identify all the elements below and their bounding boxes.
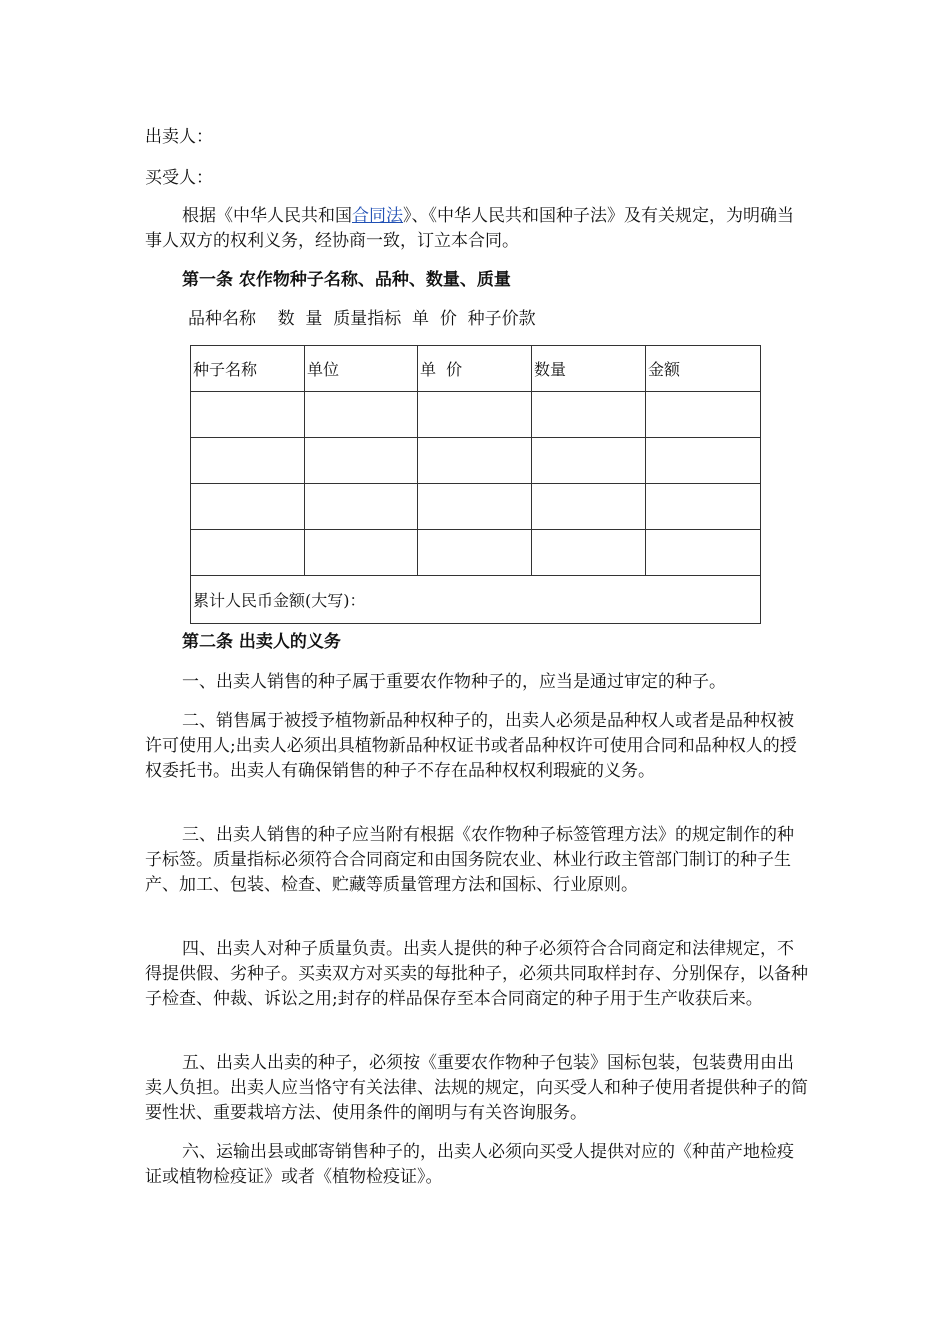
- table-cell[interactable]: [532, 438, 646, 484]
- table-cell[interactable]: [646, 484, 761, 530]
- article2-paragraph-6: [145, 1140, 810, 1190]
- table-cell[interactable]: [191, 484, 305, 530]
- buyer-label: 买受人：: [145, 168, 213, 188]
- intro-paragraph: [145, 204, 810, 254]
- intro-suffix: 》、《中华人民共和国种子法》及有关规定，为明确当事人双方的权利义务，经协商一致，订立本合同。: [145, 206, 794, 251]
- article2-paragraph-3: [145, 823, 810, 898]
- article2-paragraph-5: [145, 1051, 810, 1126]
- header-cell-unit-price: 单 价: [418, 346, 532, 392]
- header-cell-amount: 金额: [646, 346, 761, 392]
- table-cell[interactable]: [191, 438, 305, 484]
- paragraph-text: 四、出卖人对种子质量负责。出卖人提供的种子必须符合合同商定和法律规定，不得提供假、劣种子。买卖双方对买卖的每批种子，必须共同取样封存、分别保存，以备种子检查、仲裁、诉讼之用;封存的样品保存至本合同商定的种子用于生产收获后来。: [145, 939, 808, 1009]
- seed-table: [190, 345, 761, 624]
- table-cell[interactable]: [646, 438, 761, 484]
- table-cell[interactable]: [532, 530, 646, 576]
- table-header-row: [191, 346, 761, 392]
- table-row: [191, 530, 761, 576]
- table-cell[interactable]: [191, 392, 305, 438]
- intro-prefix: 根据《中华人民共和国: [182, 206, 352, 226]
- article2-title: 第二条 出卖人的义务: [182, 632, 341, 652]
- paragraph-text: 一、出卖人销售的种子属于重要农作物种子的，应当是通过审定的种子。: [182, 672, 726, 692]
- table-cell[interactable]: [646, 530, 761, 576]
- table-cell[interactable]: [418, 530, 532, 576]
- paragraph-text: 三、出卖人销售的种子应当附有根据《农作物种子标签管理方法》的规定制作的种子标签。质量指标必须符合合同商定和由国务院农业、林业行政主管部门制订的种子生产、加工、包装、检查、贮藏等质量管理方法和国标、行业原则。: [145, 825, 794, 895]
- header-cell-unit: 单位: [305, 346, 418, 392]
- total-amount-cell: 累计人民币金额(大写)：: [191, 576, 761, 624]
- paragraph-text: 二、销售属于被授予植物新品种权种子的，出卖人必须是品种权人或者是品种权被许可使用人;出卖人必须出具植物新品种权证书或者品种权许可使用合同和品种权人的授权委托书。出卖人有确保销售的种子不存在品种权权利瑕疵的义务。: [145, 711, 797, 781]
- header-cell-quantity: 数量: [532, 346, 646, 392]
- table-cell[interactable]: [305, 484, 418, 530]
- table-row: [191, 438, 761, 484]
- table-cell[interactable]: [418, 484, 532, 530]
- table-row: [191, 484, 761, 530]
- contract-law-link[interactable]: 合同法: [352, 206, 403, 226]
- table-cell[interactable]: [418, 438, 532, 484]
- table-cell[interactable]: [305, 530, 418, 576]
- table-total-row: [191, 576, 761, 624]
- article2-paragraph-2: [145, 709, 810, 784]
- paragraph-text: 六、运输出县或邮寄销售种子的，出卖人必须向买受人提供对应的《种苗产地检疫证或植物检疫证》或者《植物检疫证》。: [145, 1142, 794, 1187]
- table-cell[interactable]: [191, 530, 305, 576]
- table-cell[interactable]: [305, 392, 418, 438]
- table-cell[interactable]: [418, 392, 532, 438]
- article1-subtitle: 品种名称 数 量 质量指标 单 价 种子价款: [188, 309, 536, 329]
- paragraph-text: 五、出卖人出卖的种子，必须按《重要农作物种子包装》国标包装，包装费用由出卖人负担。出卖人应当恪守有关法律、法规的规定，向买受人和种子使用者提供种子的简要性状、重要栽培方法、使用条件的阐明与有关咨询服务。: [145, 1053, 808, 1123]
- table-cell[interactable]: [305, 438, 418, 484]
- article2-paragraph-1: [145, 670, 810, 695]
- seller-label: 出卖人：: [145, 127, 213, 147]
- table-row: [191, 392, 761, 438]
- article2-paragraph-4: [145, 937, 810, 1012]
- table-cell[interactable]: [532, 392, 646, 438]
- table-cell[interactable]: [646, 392, 761, 438]
- article1-title: 第一条 农作物种子名称、品种、数量、质量: [182, 270, 511, 290]
- table-cell[interactable]: [532, 484, 646, 530]
- header-cell-seed-name: 种子名称: [191, 346, 305, 392]
